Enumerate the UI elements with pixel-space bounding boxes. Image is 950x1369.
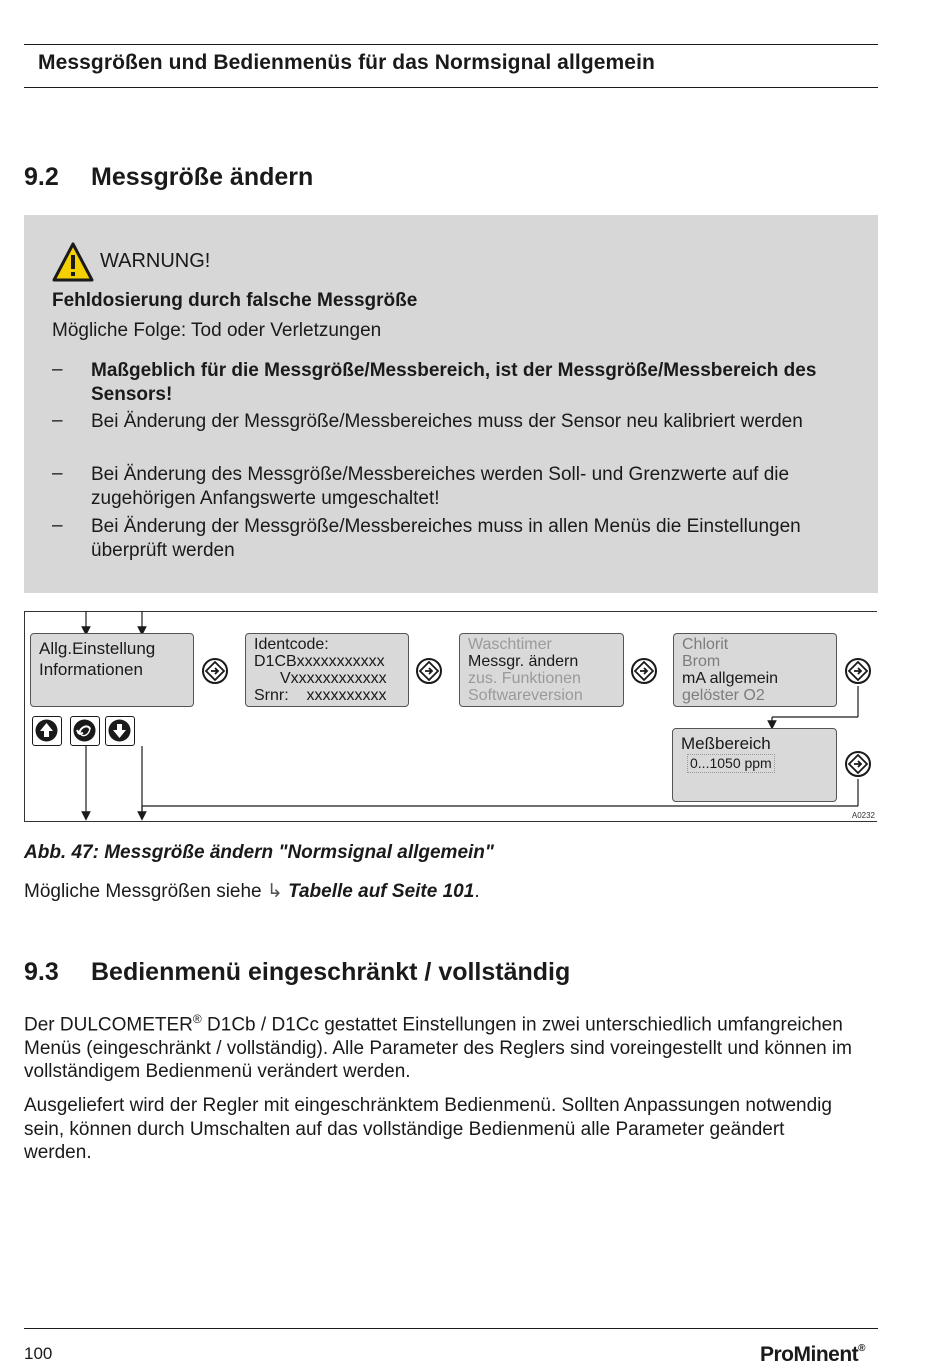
registered-mark: ® — [192, 1012, 202, 1026]
menu-navigation-diagram — [24, 611, 878, 822]
screen-line: gelöster O2 — [682, 687, 765, 704]
screen-line: Meßbereich — [681, 734, 771, 753]
section-title: Bedienmenü eingeschränkt / vollständig — [91, 958, 571, 986]
screen-line: zus. Funktionen — [468, 670, 581, 687]
enter-button[interactable] — [845, 751, 871, 777]
cross-reference-arrow-icon: ↳ — [266, 881, 283, 902]
enter-arrow-icon — [204, 660, 226, 682]
warning-triangle-icon — [52, 242, 94, 282]
down-key-button[interactable] — [105, 716, 135, 746]
enter-arrow-icon — [847, 753, 869, 775]
enter-button[interactable] — [845, 658, 871, 684]
reference-suffix: . — [474, 881, 480, 902]
screen-line: Softwareversion — [468, 687, 583, 704]
enter-arrow-icon — [633, 660, 655, 682]
warning-bullet: Bei Änderung des Messgröße/Messbereiches werden Soll- und Grenzwerte auf die zugehörigen Anfangswerte umgeschaltet! — [91, 464, 790, 509]
header-underline — [24, 87, 878, 88]
warning-bullet: Bei Änderung der Messgröße/Messbereiches muss der Sensor neu kalibriert werden — [91, 411, 803, 432]
back-swirl-icon — [71, 717, 98, 744]
footer-rule — [24, 1328, 878, 1329]
back-key-button[interactable] — [70, 716, 100, 746]
screen-line: Vxxxxxxxxxxxx — [280, 670, 387, 687]
screen-line-selected: mA allgemein — [682, 670, 779, 687]
screen-line: Waschtimer — [468, 636, 552, 653]
up-key-button[interactable] — [32, 716, 62, 746]
page-number: 100 — [24, 1344, 53, 1363]
reference-prefix: Mögliche Messgrößen siehe — [24, 881, 267, 902]
enter-button[interactable] — [631, 658, 657, 684]
page-header-title: Messgrößen und Bedienmenüs für das Normsignal allgemein — [38, 51, 655, 74]
brand-logo — [760, 1343, 865, 1367]
enter-arrow-icon — [847, 660, 869, 682]
section-number: 9.2 — [24, 163, 59, 191]
cross-reference-link[interactable]: Tabelle auf Seite 101 — [288, 881, 475, 902]
warning-bullet: Bei Änderung der Messgröße/Messbereiches muss in allen Menüs die Einstellungen überprüft werden — [91, 516, 801, 561]
display-screen-identcode — [245, 633, 409, 707]
display-screen-range — [672, 728, 837, 802]
section-title: Messgröße ändern — [91, 163, 314, 191]
section-9-3-heading — [24, 958, 724, 990]
display-screen-main-menu — [30, 633, 194, 707]
reference-line — [24, 880, 884, 904]
bullet-dash: – — [52, 463, 63, 484]
paragraph-text: Der DULCOMETER — [24, 1014, 193, 1036]
screen-line: Allg.Einstellung — [39, 639, 156, 658]
figure-caption: Abb. 47: Messgröße ändern "Normsignal allgemein" — [24, 842, 494, 863]
paragraph — [24, 1008, 879, 1084]
enter-button[interactable] — [416, 658, 442, 684]
screen-line: Srnr: xxxxxxxxxx — [254, 687, 387, 704]
enter-arrow-icon — [418, 660, 440, 682]
bullet-dash: – — [52, 515, 63, 536]
top-rule — [24, 44, 878, 45]
display-screen-settings — [459, 633, 624, 707]
range-value: 0...1050 ppm — [687, 754, 775, 773]
bullet-dash: – — [52, 359, 63, 380]
screen-line: D1CBxxxxxxxxxxx — [254, 653, 385, 670]
warning-bullet: Maßgeblich für die Messgröße/Messbereich, ist der Messgröße/Messbereich des Sensors! — [91, 360, 817, 405]
arrow-up-icon — [33, 717, 60, 744]
paragraph: Ausgeliefert wird der Regler mit eingeschränktem Bedienmenü. Sollten Anpassungen notwendig sein, können durch Umschalten auf das vollständige Bedienmenü alle Parameter geändert werden. — [24, 1095, 832, 1163]
figure-code: A0232 — [851, 811, 875, 820]
paragraph-text: D1Cb / D1Cc gestattet Einstellungen in zwei unterschiedlich umfangreichen Menüs (eingeschränkt / vollständig). Alle Parameter des Reglers sind voreingestellt und können im vollständigem Bedienmenü verändert werden. — [24, 1014, 852, 1083]
warning-label: WARNUNG! — [100, 250, 211, 272]
enter-button[interactable] — [202, 658, 228, 684]
arrow-down-icon — [106, 717, 133, 744]
warning-subtitle: Mögliche Folge: Tod oder Verletzungen — [52, 320, 382, 341]
display-screen-measurand — [673, 633, 837, 707]
warning-title: Fehldosierung durch falsche Messgröße — [52, 290, 418, 311]
brand-name: ProMinent — [760, 1343, 859, 1366]
brand-registered-mark: ® — [858, 1343, 866, 1354]
section-9-2-heading — [24, 163, 624, 195]
bullet-dash: – — [52, 410, 63, 431]
screen-line-selected: Messgr. ändern — [468, 653, 579, 670]
screen-line: Chlorit — [682, 636, 729, 653]
section-number: 9.3 — [24, 958, 59, 986]
screen-line: Identcode: — [254, 636, 329, 653]
screen-line: Informationen — [39, 660, 143, 679]
screen-line: Brom — [682, 653, 721, 670]
